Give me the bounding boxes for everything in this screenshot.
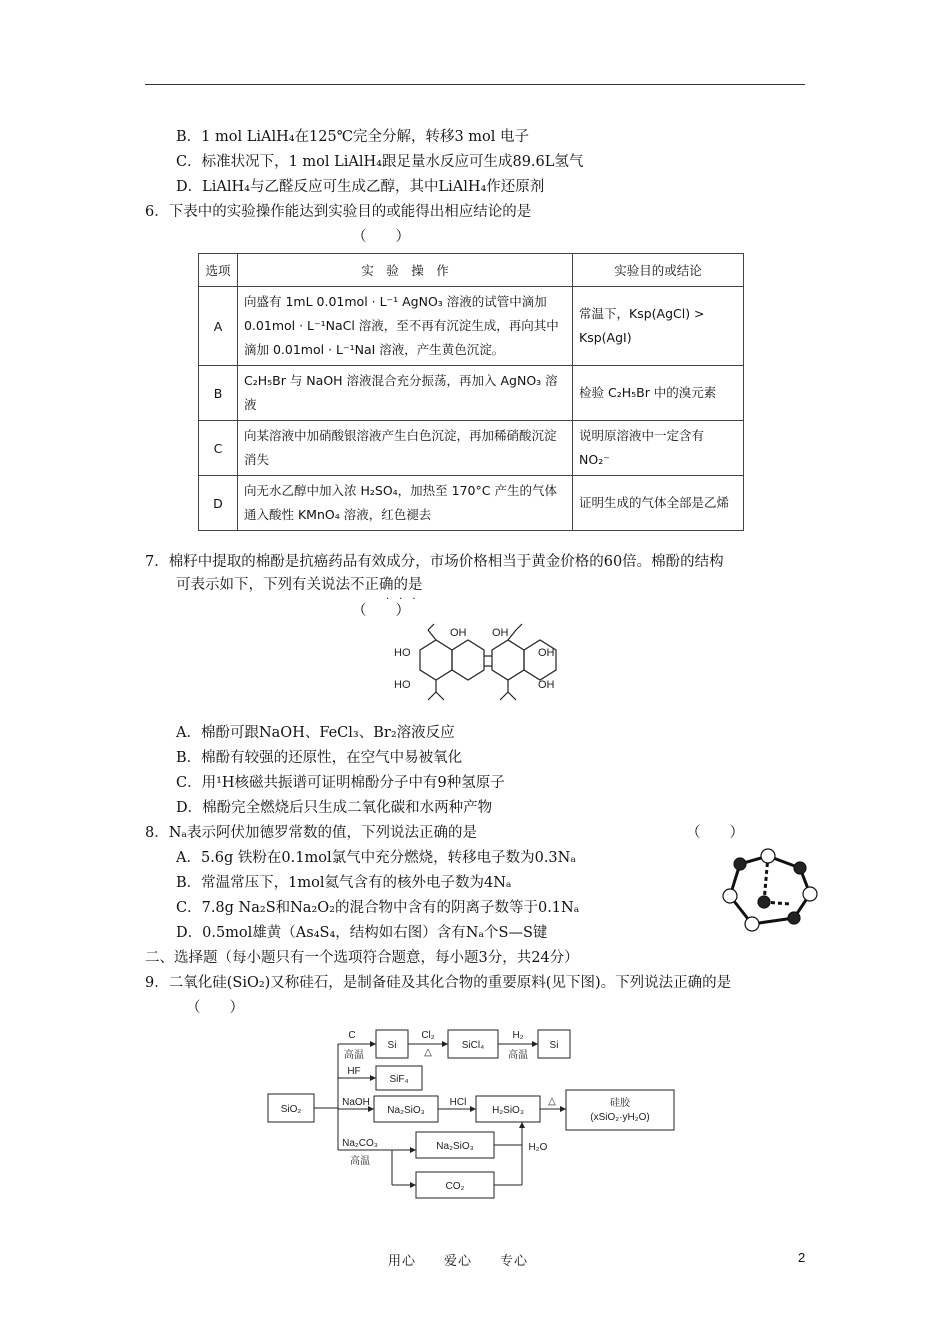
- q8-option-a: A．5.6g 铁粉在0.1mol氯气中充分燃烧，转移电子数为0.3Nₐ: [176, 850, 576, 866]
- header-conclusion: 实验目的或结论: [573, 254, 744, 287]
- label-heat: △: [548, 1096, 556, 1107]
- label-h2: H₂: [512, 1030, 524, 1041]
- row-option: B: [199, 366, 238, 421]
- q8-blank: （ ）: [686, 825, 744, 841]
- node-co2: CO₂: [445, 1181, 465, 1192]
- emphasis-dots: ···: [386, 594, 426, 605]
- node-si: Si: [387, 1040, 397, 1051]
- structure-label: OH: [538, 647, 555, 659]
- structure-label: OH: [492, 627, 509, 639]
- q8-option-b: B．常温常压下，1mol氦气含有的核外电子数为4Nₐ: [176, 875, 512, 891]
- node-silica-gel-formula: (xSiO₂·yH₂O): [590, 1112, 650, 1123]
- page-footer: 用心 爱心 专心: [388, 1254, 529, 1269]
- node-h2sio3: H₂SiO₃: [492, 1105, 524, 1116]
- q9-blank: （ ）: [186, 1000, 244, 1016]
- row-operation: 向盛有 1mL 0.01mol · L⁻¹ AgNO₃ 溶液的试管中滴加 0.01mol · L⁻¹NaCl 溶液，至不再有沉淀生成，再向其中滴加 0.01mol · L⁻¹NaI 溶液，产生黄色沉淀。: [238, 287, 573, 366]
- q5-option-d: D．LiAlH₄与乙醛反应可生成乙醇，其中LiAlH₄作还原剂: [176, 179, 545, 195]
- label-naoh: NaOH: [342, 1097, 370, 1108]
- section-2-heading: 二、选择题（每小题只有一个选项符合题意，每小题3分，共24分）: [145, 950, 579, 966]
- row-conclusion: 检验 C₂H₅Br 中的溴元素: [573, 366, 744, 421]
- row-operation: 向无水乙醇中加入浓 H₂SO₄，加热至 170°C 产生的气体通入酸性 KMnO₄ 溶液，红色褪去: [238, 476, 573, 531]
- q6-experiment-table: [198, 253, 744, 531]
- row-operation: 向某溶液中加硝酸银溶液产生白色沉淀，再加稀硝酸沉淀消失: [238, 421, 573, 476]
- label-heat: △: [424, 1047, 432, 1058]
- q7-stem-line2: 可表示如下，下列有关说法不正确的是: [176, 577, 423, 593]
- structure-label: HO: [394, 679, 411, 691]
- q7-option-b: B．棉酚有较强的还原性，在空气中易被氧化: [176, 750, 463, 766]
- row-option: C: [199, 421, 238, 476]
- label-hf: HF: [347, 1066, 361, 1077]
- label-na2co3: Na₂CO₃: [342, 1138, 378, 1149]
- header-option: 选项: [199, 254, 238, 287]
- node-na2sio3: Na₂SiO₃: [436, 1141, 474, 1152]
- table-row: [199, 366, 744, 421]
- row-conclusion: 证明生成的气体全部是乙烯: [573, 476, 744, 531]
- table-row: [199, 476, 744, 531]
- node-sif4: SiF₄: [389, 1074, 409, 1085]
- structure-label: HO: [394, 647, 411, 659]
- q6-stem: 6．下表中的实验操作能达到实验目的或能得出相应结论的是: [145, 204, 532, 220]
- row-operation: C₂H₅Br 与 NaOH 溶液混合充分振荡，再加入 AgNO₃ 溶液: [238, 366, 573, 421]
- q8-option-d: D．0.5mol雄黄（As₄S₄，结构如右图）含有Nₐ个S—S键: [176, 925, 548, 941]
- structure-label: OH: [538, 679, 555, 691]
- header-rule: [145, 84, 805, 85]
- label-hcl: HCl: [449, 1097, 467, 1108]
- q7-option-a: A．棉酚可跟NaOH、FeCl₃、Br₂溶液反应: [176, 725, 455, 741]
- q8-option-c: C．7.8g Na₂S和Na₂O₂的混合物中含有的阴离子数等于0.1Nₐ: [176, 900, 580, 916]
- q7-stem-line1: 7．棉籽中提取的棉酚是抗癌药品有效成分，市场价格相当于黄金价格的60倍。棉酚的结构: [145, 554, 724, 570]
- q9-stem: 9．二氧化硅(SiO₂)又称硅石，是制备硅及其化合物的重要原料(见下图)。下列说法正确的是: [145, 975, 732, 991]
- node-sicl4: SiCl₄: [461, 1040, 485, 1051]
- row-conclusion: 常温下，Ksp(AgCl) > Ksp(AgI): [573, 287, 744, 366]
- node-sio2: SiO₂: [280, 1104, 302, 1115]
- row-option: D: [199, 476, 238, 531]
- label-c: C: [348, 1030, 356, 1041]
- table-header-row: [199, 254, 744, 287]
- q6-blank: （ ）: [352, 229, 410, 245]
- label-high-temp: 高温: [344, 1050, 364, 1061]
- as4s4-structure-image: [716, 848, 822, 934]
- label-cl2: Cl₂: [421, 1030, 435, 1041]
- sio2-flow-diagram: [262, 1022, 680, 1206]
- table-row: [199, 421, 744, 476]
- header-operation: 实 验 操 作: [238, 254, 573, 287]
- table-row: [199, 287, 744, 366]
- q5-option-c: C．标准状况下，1 mol LiAlH₄跟足量水反应可生成89.6L氢气: [176, 154, 584, 170]
- node-si: Si: [549, 1040, 559, 1051]
- structure-label: OH: [450, 627, 467, 639]
- q7-option-c: C．用¹H核磁共振谱可证明棉酚分子中有9种氢原子: [176, 775, 505, 791]
- node-silica-gel-title: 硅胶: [610, 1098, 630, 1109]
- q7-blank: （ ）: [352, 603, 410, 619]
- gossypol-structure: [392, 622, 562, 710]
- page-number: 2: [798, 1250, 806, 1265]
- row-option: A: [199, 287, 238, 366]
- row-conclusion: 说明原溶液中一定含有 NO₂⁻: [573, 421, 744, 476]
- label-high-temp: 高温: [350, 1156, 370, 1167]
- q5-option-b: B．1 mol LiAlH₄在125℃完全分解，转移3 mol 电子: [176, 129, 530, 145]
- node-na2sio3: Na₂SiO₃: [387, 1105, 425, 1116]
- label-high-temp: 高温: [508, 1050, 528, 1061]
- q8-stem: 8．Nₐ表示阿伏加德罗常数的值，下列说法正确的是: [145, 825, 478, 841]
- label-h2o: H₂O: [528, 1142, 548, 1153]
- q7-option-d: D．棉酚完全燃烧后只生成二氧化碳和水两种产物: [176, 800, 493, 816]
